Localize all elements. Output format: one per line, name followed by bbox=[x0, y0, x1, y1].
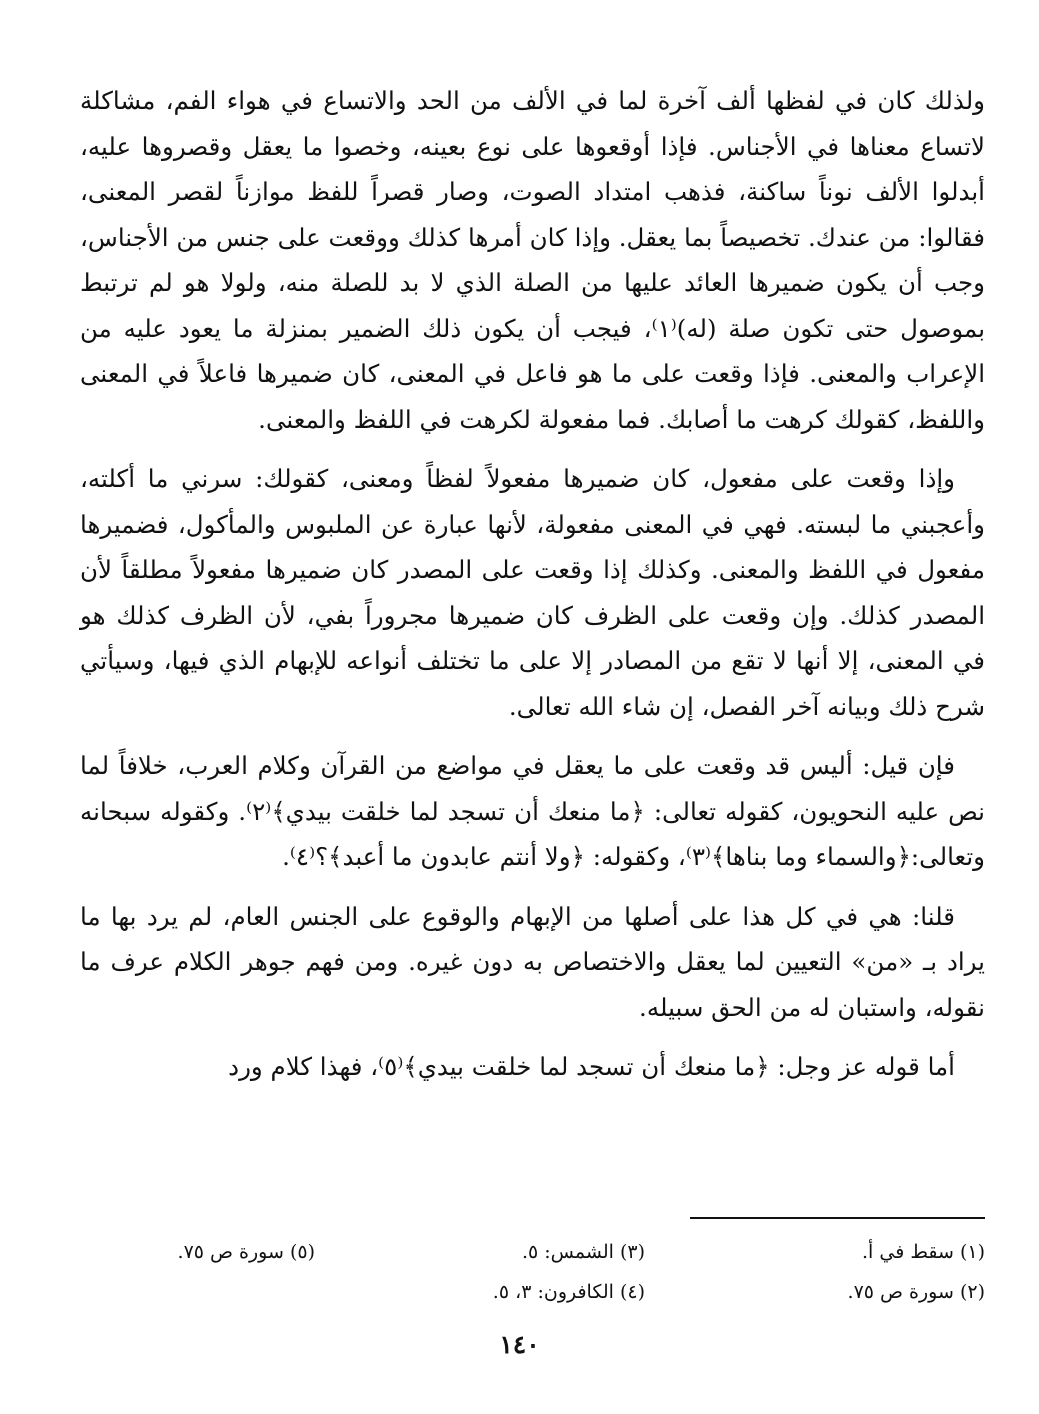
paragraph-5: أما قوله عز وجل: ﴿ما منعك أن تسجد لما خلقت بيدي﴾⁽٥⁾، فهذا كلام ورد bbox=[228, 1052, 955, 1081]
footnote-2: (٢) سورة ص ٧٥. bbox=[847, 1281, 985, 1303]
paragraph-2: وإذا وقعت على مفعول، كان ضميرها مفعولاً لفظاً ومعنى، كقولك: سرني ما أكلته، وأعجبني ما لبسته. فهي في المعنى مفعولة، لأنها عبارة عن الملبوس والمأكول، فضميرها مفعول في اللفظ والمعنى. وكذلك إذا وقعت على المصدر كان ضميرها مفعولاً مطلقاً لأن المصدر كذلك. وإن وقعت على الظرف كان ضميرها مجروراً بفي، لأن الظرف كذلك هو في المعنى، إلا أنها لا تقع من المصادر إلا على ما تختلف أنواعه للإبهام الذي فيها، وسيأتي شرح ذلك وبيانه آخر الفصل، إن شاء الله تعالى. bbox=[80, 464, 985, 721]
paragraph-1: ولذلك كان في لفظها ألف آخرة لما في الألف من الحد والاتساع في هواء الفم، مشاكلة لاتساع معناها في الأجناس. فإذا أوقعوها على نوع بعينه، وخصوا ما يعقل وقصروها عليه، أبدلوا الألف نوناً ساكنة، فذهب امتداد الصوت، وصار قصراً للفظ موازناً لقصر المعنى، فقالوا: من عندك. تخصيصاً بما يعقل. وإذا كان أمرها كذلك ووقعت على جنس من الأجناس، وجب أن يكون ضميرها العائد عليها من الصلة الذي لا بد للصلة منه، ولولا هو لم ترتبط بموصول حتى تكون صلة (له)⁽١⁾، فيجب أن يكون ذلك الضمير بمنزلة ما يعود عليه من الإعراب والمعنى. فإذا وقعت على ما هو فاعل في المعنى، كان ضميرها فاعلاً في المعنى واللفظ، كقولك كرهت ما أصابك. فما مفعولة لكرهت في اللفظ والمعنى. bbox=[80, 86, 986, 434]
footnote-5: (٥) سورة ص ٧٥. bbox=[177, 1241, 315, 1263]
footnote-4: (٤) الكافرون: ٣، ٥. bbox=[492, 1281, 645, 1303]
footnote-separator bbox=[690, 1217, 985, 1219]
footnotes bbox=[80, 1232, 985, 1312]
footnote-row-2 bbox=[80, 1272, 985, 1312]
page-body bbox=[80, 78, 985, 1104]
page-number: ١٤٠ bbox=[499, 1330, 540, 1359]
footnote-3: (٣) الشمس: ٥. bbox=[521, 1241, 645, 1263]
paragraph-4: قلنا: هي في كل هذا على أصلها من الإبهام والوقوع على الجنس العام، لم يرد بها ما يراد بـ «من» التعيين لما يعقل والاختصاص به دون غيره. ومن فهم جوهر الكلام عرف ما نقوله، واستبان له من الحق سبيله. bbox=[80, 901, 985, 1022]
footnote-row-1 bbox=[80, 1232, 985, 1272]
paragraph-3: فإن قيل: أليس قد وقعت على ما يعقل في مواضع من القرآن وكلام العرب، خلافاً لما نص عليه النحويون، كقوله تعالى: ﴿ما منعك أن تسجد لما خلقت بيدي﴾⁽٢⁾. وكقوله سبحانه وتعالى:﴿والسماء وما بناها﴾⁽٣⁾، وكقوله: ﴿ولا أنتم عابدون ما أعبد﴾؟⁽٤⁾. bbox=[80, 751, 986, 871]
footnote-1: (١) سقط في أ. bbox=[862, 1241, 985, 1263]
